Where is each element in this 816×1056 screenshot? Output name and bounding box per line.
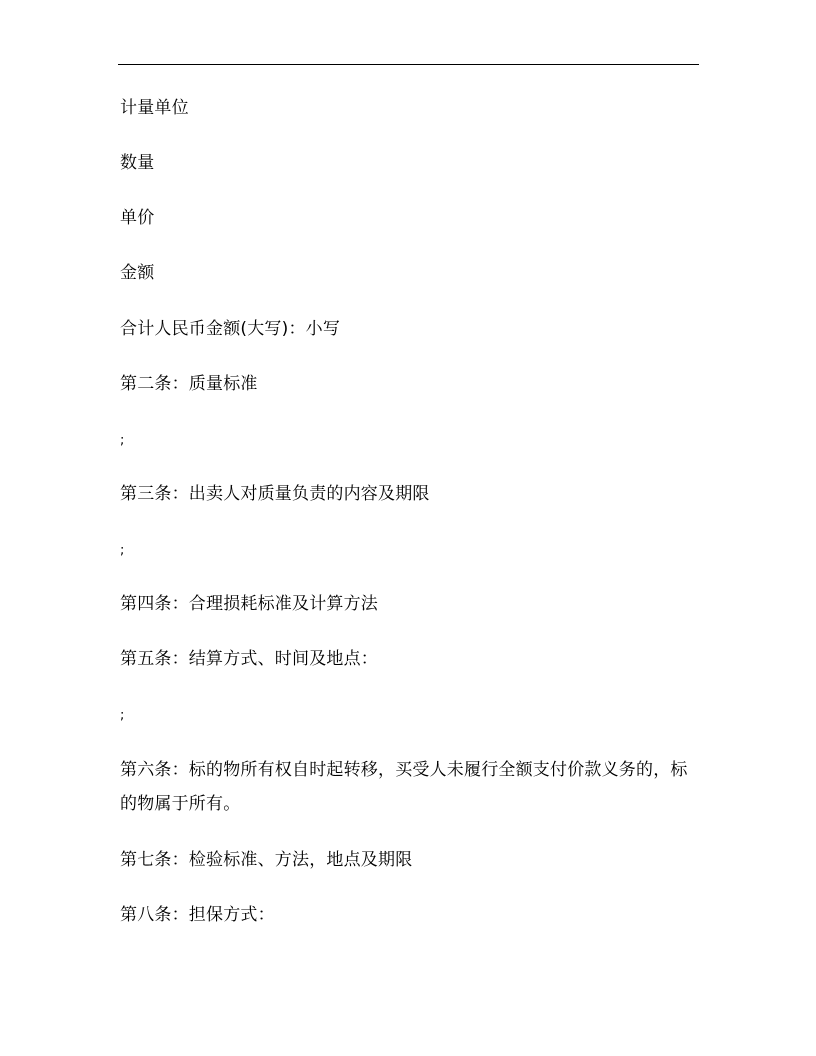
text-line-article-7: 第七条：检验标准、方法，地点及期限: [120, 850, 413, 870]
text-line-amount: 金额: [120, 263, 155, 283]
text-line-semicolon-2: ;: [120, 543, 125, 558]
text-line-semicolon-3: ;: [120, 708, 125, 723]
text-line-article-6: 第六条：标的物所有权自时起转移，买受人未履行全额支付价款义务的，标的物属于所有。: [120, 760, 688, 814]
text-line-quantity: 数量: [120, 153, 155, 173]
text-line-unit: 计量单位: [120, 98, 189, 118]
text-line-article-4: 第四条：合理损耗标准及计算方法: [120, 594, 378, 614]
header-rule: [118, 64, 699, 65]
text-line-semicolon-1: ;: [120, 433, 125, 448]
text-line-article-2: 第二条：质量标准: [120, 374, 258, 394]
text-line-article-3: 第三条：出卖人对质量负责的内容及期限: [120, 484, 430, 504]
text-line-article-8: 第八条：担保方式：: [120, 905, 275, 925]
text-line-article-5: 第五条：结算方式、时间及地点：: [120, 649, 378, 669]
text-line-unit-price: 单价: [120, 208, 155, 228]
text-line-total: 合计人民币金额(大写)：小写: [120, 319, 341, 339]
